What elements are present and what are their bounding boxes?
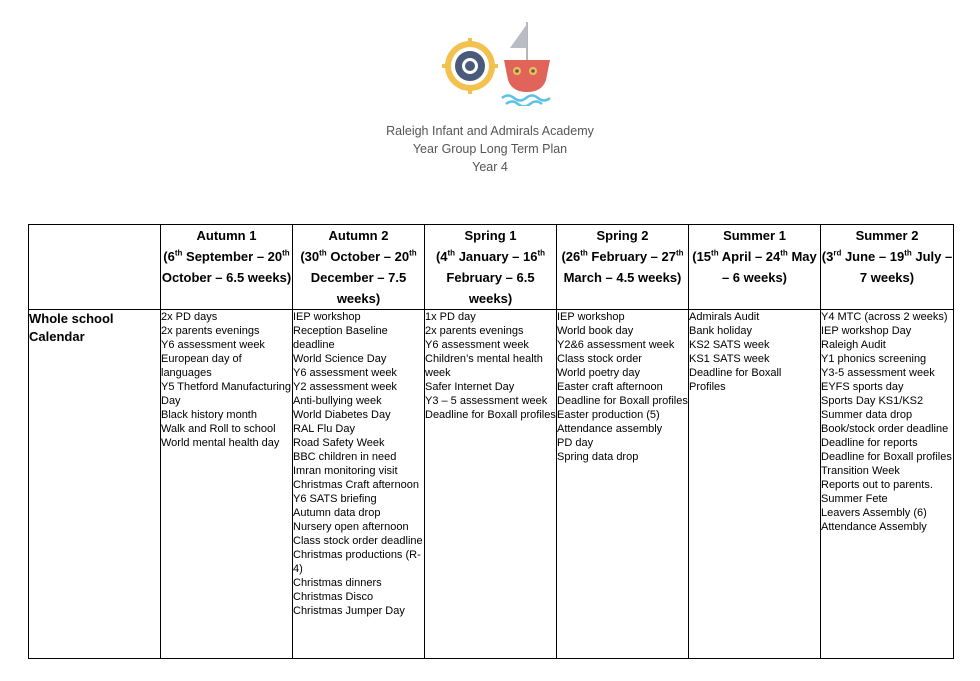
term-dates: (15th April – 24th May – 6 weeks) — [692, 248, 817, 285]
term-header-summer-1: Summer 1 (15th April – 24th May – 6 weeks) — [689, 225, 821, 310]
calendar-item: Reception Baseline deadline — [293, 325, 388, 351]
calendar-item: Y6 SATS briefing — [293, 493, 377, 505]
term-header-spring-2: Spring 2 (26th February – 27th March – 4.5 weeks) — [557, 225, 689, 310]
calendar-item: IEP workshop — [557, 311, 625, 323]
calendar-item: Transition Week — [821, 465, 900, 477]
calendar-item: Class stock order deadline — [293, 535, 423, 547]
calendar-item: Deadline for reports — [821, 437, 918, 449]
year-label: Year 4 — [472, 160, 508, 174]
calendar-item: Sports Day KS1/KS2 — [821, 395, 924, 407]
calendar-item: Book/stock order deadline — [821, 423, 949, 435]
document-heading — [0, 122, 980, 176]
calendar-cell — [821, 310, 954, 659]
calendar-item: Y1 phonics screening — [821, 353, 927, 365]
school-logo — [442, 18, 552, 106]
term-header-autumn-1: Autumn 1 (6th September – 20th October – 6.5 weeks) — [161, 225, 293, 310]
calendar-item: 2x PD days — [161, 311, 218, 323]
calendar-item: Christmas dinners — [293, 577, 382, 589]
calendar-item: World mental health day — [161, 437, 280, 449]
calendar-item: World Diabetes Day — [293, 409, 391, 421]
calendar-cell — [689, 310, 821, 659]
calendar-item: Christmas Jumper Day — [293, 605, 405, 617]
calendar-item: Deadline for Boxall profiles — [557, 395, 688, 407]
calendar-item: Y6 assessment week — [161, 339, 265, 351]
calendar-item: Y5 Thetford Manufacturing Day — [161, 381, 292, 407]
calendar-item: Summer Fete — [821, 493, 888, 505]
school-name: Raleigh Infant and Admirals Academy — [386, 124, 594, 138]
calendar-item: Y3-5 assessment week — [821, 367, 935, 379]
calendar-item: IEP workshop — [293, 311, 361, 323]
calendar-item: Nursery open afternoon — [293, 521, 409, 533]
calendar-item: Reports out to parents. — [821, 479, 933, 491]
table-row — [29, 310, 954, 659]
calendar-cell — [161, 310, 293, 659]
calendar-item: 2x parents evenings — [425, 325, 524, 337]
term-dates: (6th September – 20th October – 6.5 weeks) — [161, 248, 292, 285]
calendar-item: World book day — [557, 325, 634, 337]
calendar-item: 1x PD day — [425, 311, 476, 323]
calendar-item: BBC children in need — [293, 451, 397, 463]
calendar-item: Attendance Assembly — [821, 521, 927, 533]
calendar-item: Christmas Disco — [293, 591, 374, 603]
calendar-item: Leavers Assembly (6) — [821, 507, 927, 519]
calendar-item: KS2 SATS week — [689, 339, 770, 351]
calendar-item: Admirals Audit — [689, 311, 760, 323]
calendar-item: Easter craft afternoon — [557, 381, 663, 393]
calendar-item: Road Safety Week — [293, 437, 385, 449]
row-label: Whole school Calendar — [29, 310, 161, 659]
calendar-item: Deadline for Boxall profiles — [425, 409, 556, 421]
calendar-item: IEP workshop Day — [821, 325, 912, 337]
calendar-item: Y2 assessment week — [293, 381, 397, 393]
calendar-item: Y3 – 5 assessment week — [425, 395, 548, 407]
plan-title: Year Group Long Term Plan — [412, 142, 568, 156]
calendar-item: World poetry day — [557, 367, 640, 379]
calendar-cell — [425, 310, 557, 659]
calendar-item: Black history month — [161, 409, 257, 421]
calendar-item: 2x parents evenings — [161, 325, 260, 337]
compass-icon — [442, 38, 498, 94]
calendar-item: Christmas Craft afternoon — [293, 479, 419, 491]
calendar-item: RAL Flu Day — [293, 423, 355, 435]
calendar-item: Autumn data drop — [293, 507, 381, 519]
calendar-item: Deadline for Boxall profiles — [821, 451, 952, 463]
table-header-row — [29, 225, 954, 310]
calendar-item: Y4 MTC (across 2 weeks) — [821, 311, 948, 323]
boat-icon — [502, 22, 550, 106]
calendar-item: Raleigh Audit — [821, 339, 886, 351]
term-dates: (30th October – 20th December – 7.5 weeks) — [300, 248, 417, 306]
calendar-cell — [557, 310, 689, 659]
calendar-item: Imran monitoring visit — [293, 465, 398, 477]
calendar-item: Y6 assessment week — [293, 367, 397, 379]
calendar-item: Attendance assembly — [557, 423, 663, 435]
calendar-item: PD day — [557, 437, 594, 449]
calendar-item: KS1 SATS week — [689, 353, 770, 365]
calendar-item: Walk and Roll to school — [161, 423, 276, 435]
calendar-cell — [293, 310, 425, 659]
calendar-item: EYFS sports day — [821, 381, 904, 393]
calendar-item: Summer data drop — [821, 409, 913, 421]
calendar-item: European day of languages — [161, 353, 242, 379]
calendar-item: Children’s mental health week — [425, 353, 543, 379]
term-header-spring-1: Spring 1 (4th January – 16th February – 6.5 weeks) — [425, 225, 557, 310]
long-term-plan-table — [28, 224, 954, 659]
calendar-item: Deadline for Boxall Profiles — [689, 367, 782, 393]
calendar-item: Christmas productions (R-4) — [293, 549, 421, 575]
calendar-item: Bank holiday — [689, 325, 752, 337]
empty-header-cell — [29, 225, 161, 310]
calendar-item: World Science Day — [293, 353, 387, 365]
term-header-summer-2: Summer 2 (3rd June – 19th July – 7 weeks) — [821, 225, 954, 310]
calendar-item: Safer Internet Day — [425, 381, 515, 393]
calendar-item: Y2&6 assessment week — [557, 339, 675, 351]
term-header-autumn-2: Autumn 2 (30th October – 20th December – 7.5 weeks) — [293, 225, 425, 310]
term-dates: (26th February – 27th March – 4.5 weeks) — [561, 248, 684, 285]
calendar-item: Spring data drop — [557, 451, 639, 463]
term-dates: (4th January – 16th February – 6.5 weeks) — [435, 248, 546, 306]
calendar-item: Easter production (5) — [557, 409, 660, 421]
calendar-item: Y6 assessment week — [425, 339, 529, 351]
calendar-item: Class stock order — [557, 353, 642, 365]
calendar-item: Anti-bullying week — [293, 395, 382, 407]
term-dates: (3rd June – 19th July – 7 weeks) — [821, 248, 953, 285]
